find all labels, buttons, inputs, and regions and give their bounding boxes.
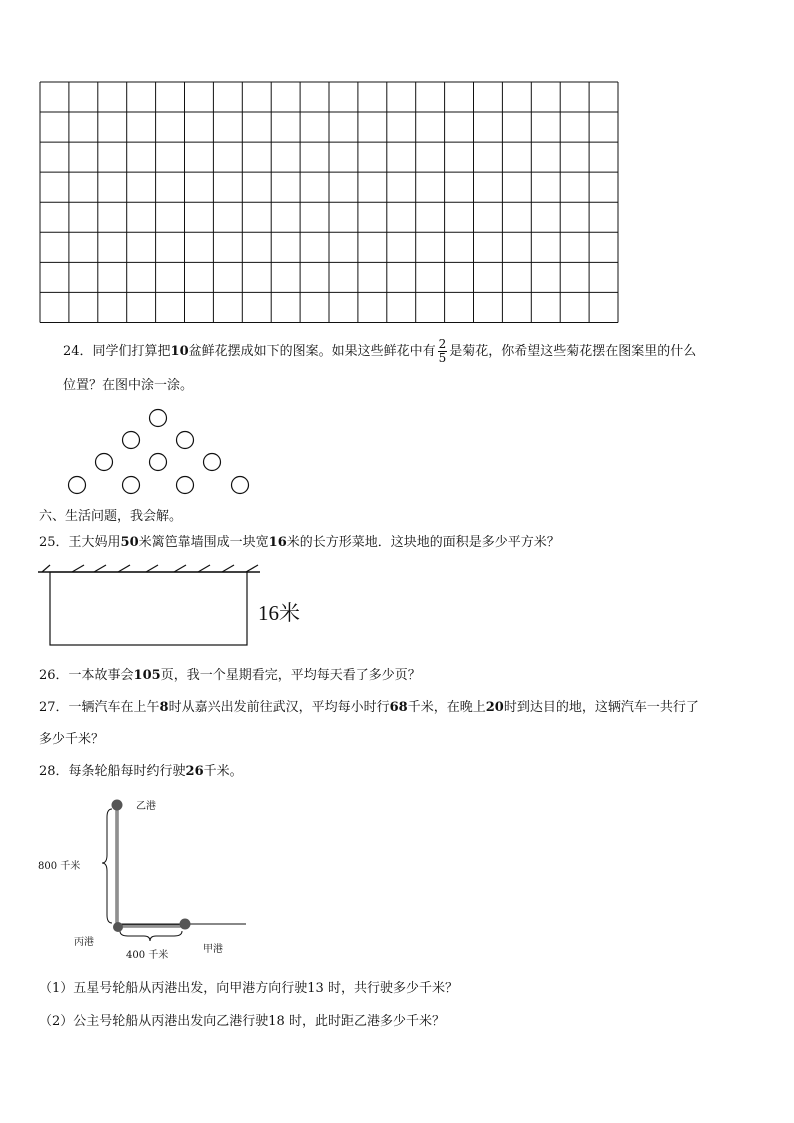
- port-yi-dot: [112, 800, 123, 811]
- q27-line1: 27．一辆汽车在上午8时从嘉兴出发前往武汉，平均每小时行68千米，在晚上20时到达目的地，这辆汽车一共行了: [39, 700, 699, 715]
- port-jia-label: 甲港: [203, 944, 223, 955]
- fraction-two-fifths: $\frac{2}{5}$: [438, 337, 447, 365]
- horizontal-brace: [120, 931, 182, 941]
- q26-text: 26．一本故事会105页，我一个星期看完，平均每天看了多少页？: [39, 668, 421, 683]
- wall-hatch: [246, 565, 258, 572]
- flower-circle: [177, 432, 194, 449]
- q24-line1: 24．同学们打算把10盆鲜花摆成如下的图案。如果这些鲜花中有 $\frac{2}{5}$ 是菊花，你希望这些菊花摆在图案里的什么: [63, 337, 697, 365]
- flower-circle: [150, 454, 167, 471]
- flower-circle: [150, 410, 167, 427]
- plot-width-label: 16米: [258, 601, 300, 625]
- wall-hatch: [174, 565, 186, 572]
- flower-circle: [123, 432, 140, 449]
- wall-hatch: [118, 565, 130, 572]
- wall-hatch: [94, 565, 106, 572]
- q25-text: 25．王大妈用50米篱笆靠墙围成一块宽16米的长方形菜地．这块地的面积是多少平方米？: [39, 535, 560, 550]
- wall-hatch: [222, 565, 234, 572]
- wall-hatch: [198, 565, 210, 572]
- wall-hatch: [72, 565, 84, 572]
- flower-circle: [69, 477, 86, 494]
- flower-pattern: [60, 405, 260, 500]
- flower-circle: [177, 477, 194, 494]
- q28-subquestion-2: （2）公主号轮船从丙港出发向乙港行驶18 时，此时距乙港多少千米？: [39, 1014, 445, 1029]
- section-six-title: 六、生活问题，我会解。: [39, 509, 183, 524]
- port-bing-label: 丙港: [74, 937, 94, 948]
- q27-line2: 多少千米？: [39, 732, 105, 747]
- wall-hatch: [146, 565, 158, 572]
- port-bing-dot: [113, 922, 123, 932]
- distance-vertical-label: 800 千米: [38, 861, 81, 872]
- flower-circle: [204, 454, 221, 471]
- drawing-grid: [39, 81, 619, 323]
- wall-hatch: [42, 565, 50, 572]
- distance-horizontal-label: 400 千米: [126, 950, 169, 961]
- flower-circle: [232, 477, 249, 494]
- flower-circle: [96, 454, 113, 471]
- vegetable-plot-diagram: [36, 558, 266, 650]
- q28-text: 28．每条轮船每时约行驶26千米。: [39, 764, 243, 779]
- port-yi-label: 乙港: [136, 801, 156, 812]
- port-jia-dot: [180, 919, 191, 930]
- flower-circle: [123, 477, 140, 494]
- q24-line2: 位置？在图中涂一涂。: [63, 378, 194, 393]
- port-map: [70, 785, 260, 965]
- vertical-brace: [102, 809, 112, 923]
- plot-rectangle: [50, 572, 247, 645]
- q28-subquestion-1: （1）五星号轮船从丙港出发，向甲港方向行驶13 时，共行驶多少千米？: [39, 981, 458, 996]
